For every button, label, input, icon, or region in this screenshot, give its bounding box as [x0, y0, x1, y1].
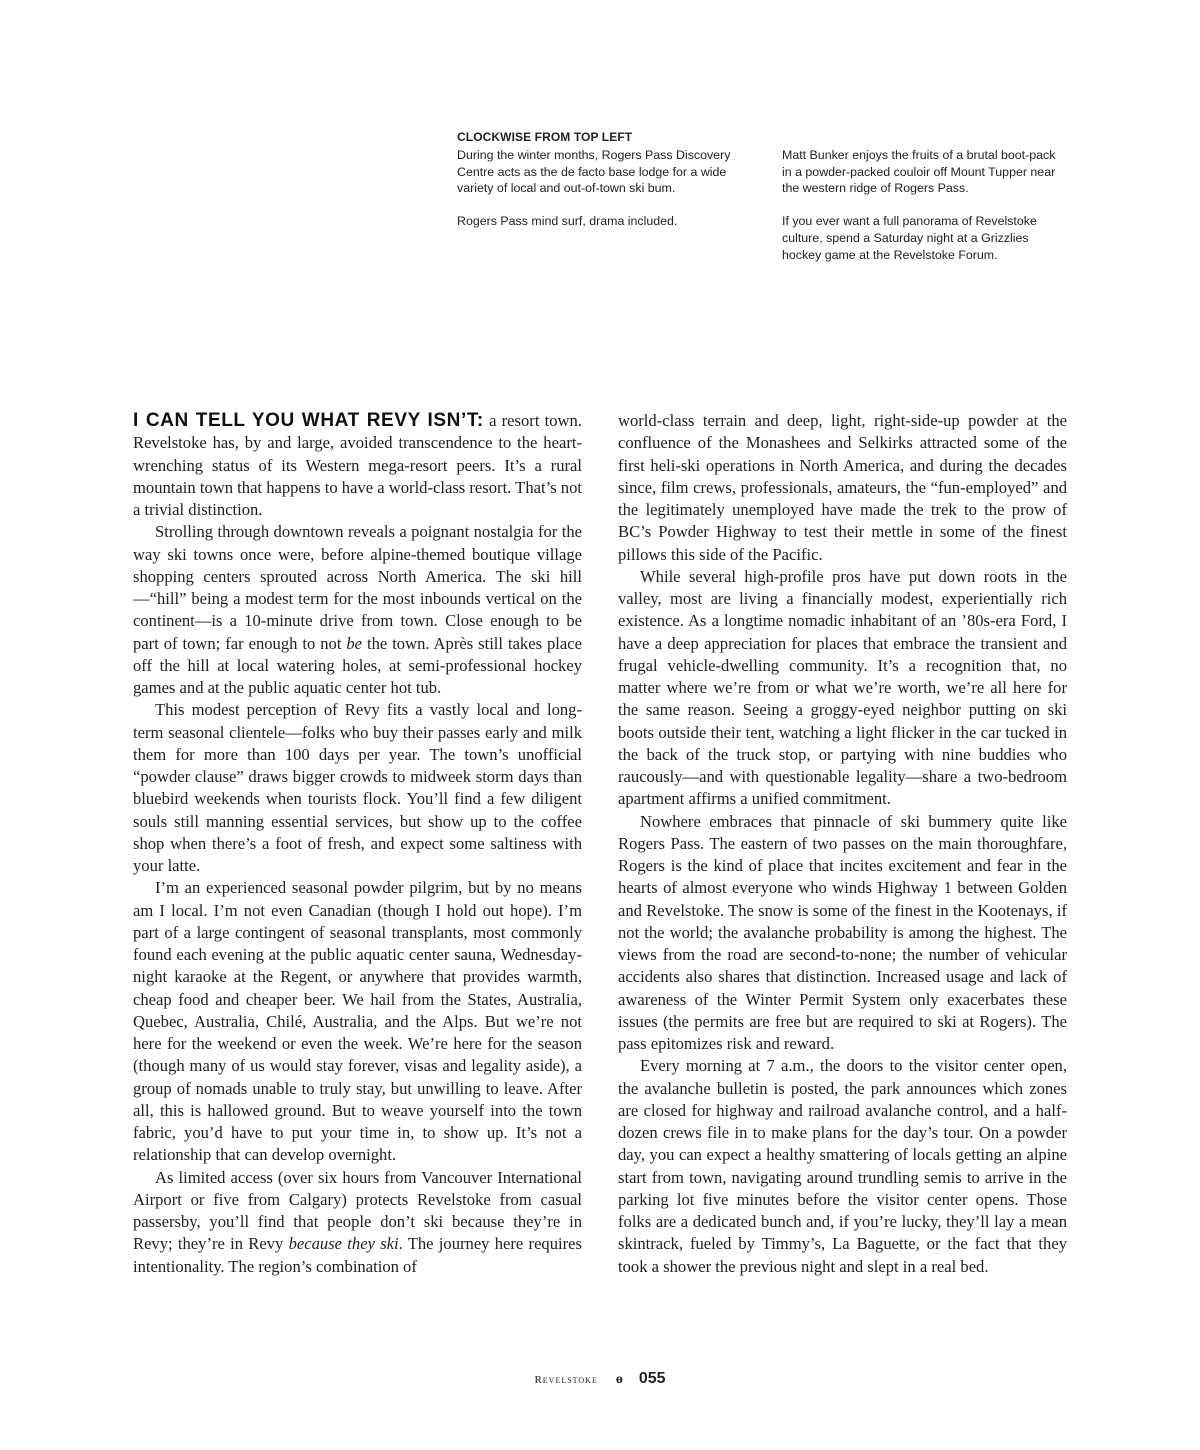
paragraph-text: As limited access (over six hours from Vancouver International Airport or five from Calgary) protects Revelstoke from casual passersby, you’ll find that people don’t ski because they’re in Revy; they’re in Revy [133, 1167, 582, 1254]
photo-captions [457, 129, 1077, 280]
caption-text: During the winter months, Rogers Pass Discovery Centre acts as the de facto base lodge for a wide variety of local and out-of-town ski bum. [457, 147, 731, 196]
caption-column-right [782, 147, 1067, 280]
article-column-left [133, 410, 582, 1278]
article-paragraph-continued: world-class terrain and deep, light, right-side-up powder at the confluence of the Monashees and Selkirks attracted some of the first heli-ski operations in North America, and during the decades since, film crews, professionals, amateurs, the “fun-employed” and the legitimately unemployed have made the trek to the prow of BC’s Powder Highway to test their mettle in some of the finest pillows this side of the Pacific. [618, 411, 1067, 564]
emphasis-text: because they ski [288, 1234, 399, 1254]
caption-text: Matt Bunker enjoys the fruits of a brutal boot-pack in a powder-packed couloir off Mount Tupper near the western ridge of Rogers Pass. [782, 147, 1056, 196]
article-paragraph: Nowhere embraces that pinnacle of ski bummery quite like Rogers Pass. The eastern of two passes on the main thoroughfare, Rogers is the kind of place that incites excitement and fear in the hearts of almost everyone who winds Highway 1 between Golden and Revelstoke. The snow is some of the finest in the Kootenays, if not the world; the avalanche probability is among the highest. The views from the road are second-to-none; the number of vehicular accidents also shares that distinction. Increased usage and lack of awareness of the Winter Permit System only exacerbates these issues (the permits are free but are required to ski at Rogers). The pass epitomizes risk and reward. [618, 811, 1067, 1053]
caption-column-left [457, 147, 742, 280]
caption-text: Rogers Pass mind surf, drama included. [457, 214, 678, 229]
emphasis-text: be [346, 633, 363, 653]
lead-in-heading: I CAN TELL YOU WHAT REVY ISN’T: [133, 410, 484, 431]
article-paragraph [133, 521, 582, 699]
page-number: 055 [638, 1370, 666, 1387]
paragraph-text: the town. Après still takes place off the hill at local watering holes, at semi-professional hockey games and at the public aquatic center hot tub. [133, 633, 582, 697]
article-paragraph: Every morning at 7 a.m., the doors to the visitor center open, the avalanche bulletin is posted, the park announces which zones are closed for highway and railroad avalanche control, and a half-dozen crews file in to make plans for the day’s tour. On a powder day, you can expect a healthy smattering of locals getting an alpine start from town, navigating around trundling semis to arrive in the parking lot five minutes before the visitor center opens. Those folks are a dedicated bunch and, if you’re lucky, they’ll lay a mean skintrack, fueled by Timmy’s, La Baguette, or the fact that they took a shower the previous night and slept in a real bed. [618, 1056, 1067, 1276]
article-paragraph: This modest perception of Revy fits a vastly local and long-term seasonal clientele—folks who buy their passes early and milk them for more than 100 days per year. The town’s unofficial “powder clause” draws bigger crowds to midweek storm days than bluebird weekends when tourists flock. You’ll find a few diligent souls still manning essential services, but show up to the coffee shop when there’s a foot of fresh, and expect some saltiness with your latte. [133, 700, 582, 875]
article-paragraph: I’m an experienced seasonal powder pilgrim, but by no means am I local. I’m not even Canadian (though I hold out hope). I’m part of a large contingent of seasonal transplants, most commonly found each evening at the public aquatic center sauna, Wednesday-night karaoke at the Regent, or anywhere that provides warmth, cheap food and cheaper beer. We hail from the States, Australia, Quebec, Australia, Chilé, Australia, and the Alps. But we’re not here for the weekend or even the week. We’re here for the season (though many of us would stay forever, visas and legality aside), a group of nomads unable to truly stay, but unwilling to leave. After all, this is hallowed ground. But to weave yourself into the town fabric, you’d have to put your time in, to show up. It’s not a relationship that can develop overnight. [133, 878, 582, 1165]
paragraph-text: Strolling through downtown reveals a poignant nostalgia for the way ski towns once were, before alpine-themed boutique village shopping centers sprouted across North America. The ski hill—“hill” being a modest term for the most inbounds vertical on the continent—is a 10-minute drive from town. Close enough to be part of town; far enough to not [133, 522, 582, 653]
page-footer [0, 1370, 1200, 1388]
paragraph-text: . The journey here requires intentionality. The region’s combination of [133, 1234, 582, 1276]
caption-text: If you ever want a full panorama of Revelstoke culture, spend a Saturday night at a Grizzlies hockey game at the Revelstoke Forum. [782, 214, 1037, 262]
article-paragraph [133, 1167, 582, 1278]
caption-heading: CLOCKWISE FROM TOP LEFT [457, 130, 633, 144]
magazine-name: Revelstoke [534, 1374, 598, 1386]
caption-columns [457, 147, 1077, 280]
article-paragraph [133, 410, 582, 521]
separator-icon: ɵ [615, 1372, 623, 1387]
article-paragraph: While several high-profile pros have put down roots in the valley, most are living a financially modest, experientially rich existence. As a longtime nomadic inhabitant of an ’80s-era Ford, I have a deep appreciation for places that embrace the transient and frugal vehicle-dwelling community. It’s a recognition that, no matter where we’re from or what we’re worth, we’re all here for the same reason. Seeing a groggy-eyed neighbor putting on ski boots outside their tent, watching a light flicker in the car tucked in the back of the truck stop, or partying with nine buddies who raucously—and with questionable legality—share a two-bedroom apartment affirms a unified commitment. [618, 566, 1067, 809]
paragraph-text: a resort town. Revelstoke has, by and large, avoided transcendence to the heart-wrenching status of its Western mega-resort peers. It’s a rural mountain town that happens to have a world-class resort. That’s not a trivial distinction. [133, 411, 583, 519]
article-column-right [618, 410, 1067, 1278]
